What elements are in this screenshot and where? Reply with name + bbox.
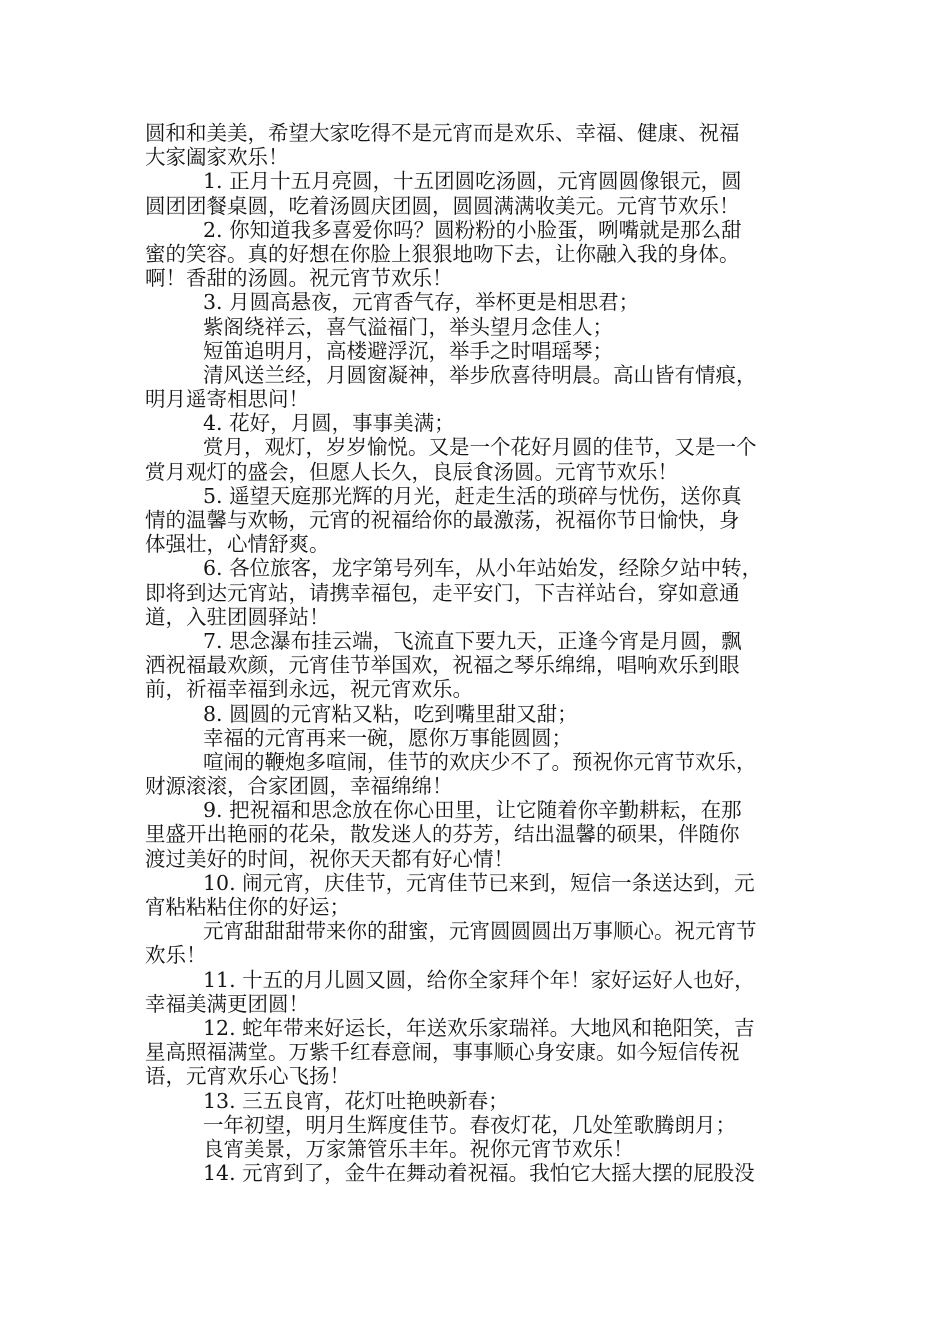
text-line: 2. 你知道我多喜爱你吗？圆粉粉的小脸蛋，咧嘴就是那么甜 — [203, 217, 742, 242]
text-line: 5. 遥望天庭那光辉的月光，赶走生活的琐碎与忧伤，送你真 — [203, 483, 742, 508]
text-line: 良宵美景，万家箫管乐丰年。祝你元宵节欢乐！ — [203, 1136, 634, 1161]
text-line: 道，入驻团圆驿站！ — [145, 604, 330, 629]
text-line: 圆和和美美，希望大家吃得不是元宵而是欢乐、幸福、健康、祝福 — [145, 121, 740, 145]
text-line: 8. 圆圆的元宵粘又粘，吃到嘴里甜又甜； — [203, 701, 578, 726]
text-line: 紫阁绕祥云，喜气溢福门，举头望月念佳人； — [203, 314, 613, 339]
text-line: 一年初望，明月生辉度佳节。春夜灯花，几处笙歌腾朗月； — [203, 1112, 736, 1137]
text-line: 喧闹的鞭炮多喧闹，佳节的欢庆少不了。预祝你元宵节欢乐， — [203, 749, 757, 774]
text-line: 欢乐！ — [145, 943, 207, 968]
text-line: 幸福美满更团圆！ — [145, 991, 309, 1016]
text-line: 赏月，观灯，岁岁愉悦。又是一个花好月圆的佳节，又是一个 — [203, 435, 757, 460]
text-line: 12. 蛇年带来好运长，年送欢乐家瑞祥。大地风和艳阳笑，吉 — [203, 1015, 755, 1040]
text-line: 情的温馨与欢畅，元宵的祝福给你的最激荡，祝福你节日愉快，身 — [145, 508, 740, 532]
text-line: 3. 月圆高悬夜，元宵香气存，举杯更是相思君； — [203, 290, 640, 315]
text-line: 7. 思念瀑布挂云端，飞流直下要九天，正逢今宵是月圆，飘 — [203, 628, 742, 653]
text-line: 清风送兰经，月圆窗凝神，举步欣喜待明晨。高山皆有情痕， — [203, 362, 757, 387]
text-line: 蜜的笑容。真的好想在你脸上狠狠地吻下去，让你融入我的身体。 — [145, 241, 740, 266]
text-line: 圆团团餐桌圆，吃着汤圆庆团圆，圆圆满满收美元。元宵节欢乐！ — [145, 193, 740, 218]
document-body — [145, 121, 810, 1185]
text-line: 1. 正月十五月亮圆，十五团圆吃汤圆，元宵圆圆像银元，圆 — [203, 169, 742, 194]
text-line: 语，元宵欢乐心飞扬！ — [145, 1064, 350, 1089]
text-line: 6. 各位旅客，龙字第号列车，从小年站始发，经除夕站中转， — [203, 556, 763, 581]
text-line: 元宵甜甜甜带来你的甜蜜，元宵圆圆圆出万事顺心。祝元宵节 — [203, 919, 757, 944]
text-line: 星高照福满堂。万紫千红春意闹，事事顺心身安康。如今短信传祝 — [145, 1040, 740, 1065]
text-line: 前，祈福幸福到永远，祝元宵欢乐。 — [145, 677, 473, 702]
text-line: 宵粘粘粘住你的好运； — [145, 895, 350, 919]
text-line: 大家阖家欢乐！ — [145, 145, 289, 170]
text-line: 啊！香甜的汤圆。祝元宵节欢乐！ — [145, 266, 453, 291]
text-line: 赏月观灯的盛会，但愿人长久，良辰食汤圆。元宵节欢乐！ — [145, 459, 678, 484]
text-line: 9. 把祝福和思念放在你心田里，让它随着你辛勤耕耘，在那 — [203, 798, 742, 823]
text-line: 渡过美好的时间，祝你天天都有好心情！ — [145, 846, 514, 871]
text-line: 短笛追明月，高楼避浮沉，举手之时唱瑶琴； — [203, 338, 613, 363]
text-line: 4. 花好，月圆，事事美满； — [203, 411, 455, 436]
text-line: 13. 三五良宵，花灯吐艳映新春； — [203, 1088, 509, 1113]
text-line: 洒祝福最欢颜，元宵佳节举国欢，祝福之琴乐绵绵，唱响欢乐到眼 — [145, 653, 740, 678]
text-line: 即将到达元宵站，请携幸福包，走平安门，下吉祥站台，穿如意通 — [145, 580, 740, 605]
text-line: 明月遥寄相思问！ — [145, 387, 309, 412]
text-line: 财源滚滚，合家团圆，幸福绵绵！ — [145, 774, 453, 799]
text-line: 里盛开出艳丽的花朵，散发迷人的芬芳，结出温馨的硕果，伴随你 — [145, 822, 740, 847]
text-line: 14. 元宵到了，金牛在舞动着祝福。我怕它大摇大摆的屁股没 — [203, 1161, 755, 1186]
text-line: 11. 十五的月儿圆又圆，给你全家拜个年！家好运好人也好， — [203, 967, 755, 992]
text-line: 幸福的元宵再来一碗，愿你万事能圆圆； — [203, 725, 572, 750]
text-line: 体强壮，心情舒爽。 — [145, 532, 330, 557]
text-line: 10. 闹元宵，庆佳节，元宵佳节已来到，短信一条送达到，元 — [203, 870, 755, 895]
